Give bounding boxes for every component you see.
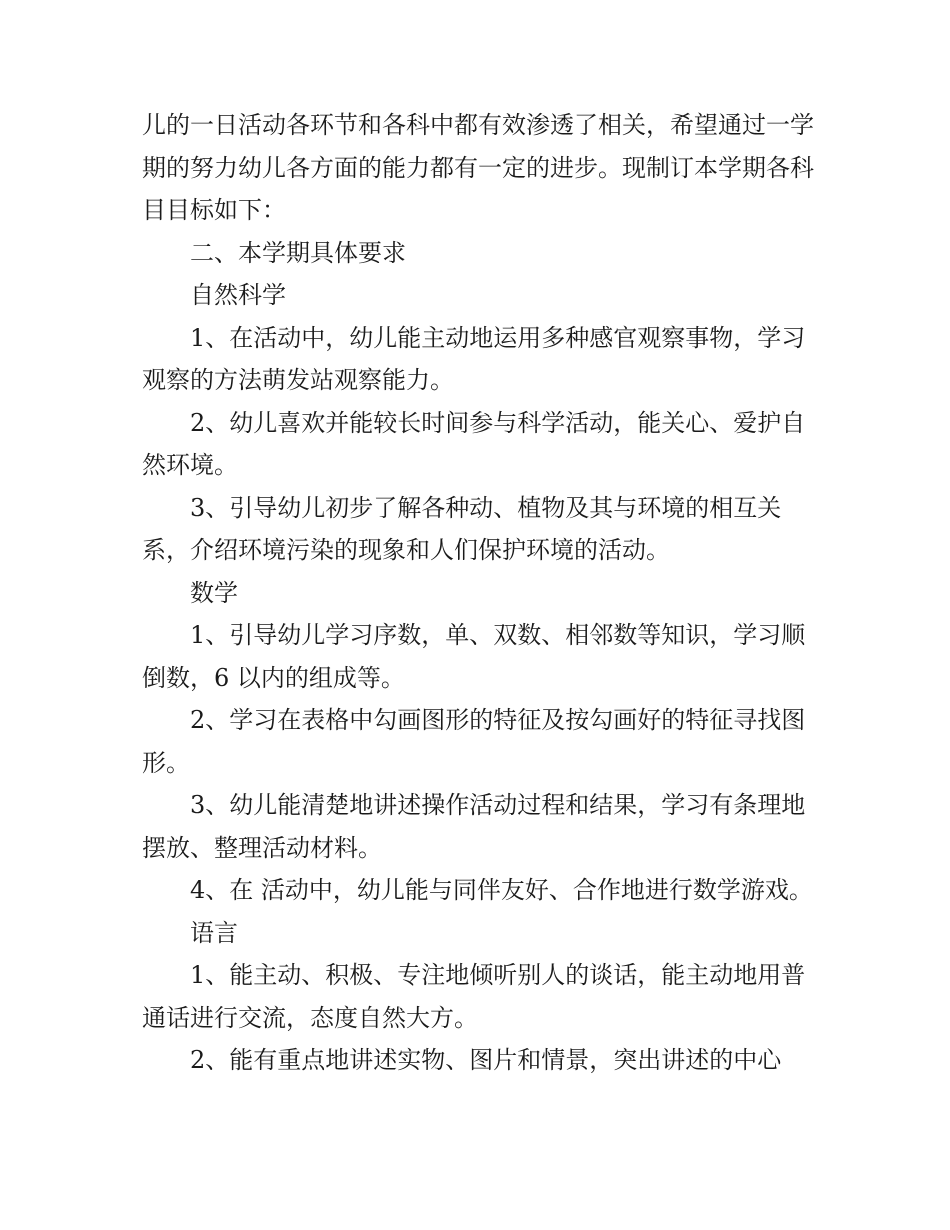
subject-heading-math: 数学 <box>190 578 238 607</box>
math-item-3: 3、幼儿能清楚地讲述操作活动过程和结果，学习有条理地摆放、整理活动材料。 <box>142 791 806 862</box>
math-item-4: 4、在 活动中，幼儿能与同伴友好、合作地进行数学游戏。 <box>190 876 813 904</box>
math-item-2: 2、学习在表格中勾画图形的特征及按勾画好的特征寻找图形。 <box>142 706 806 777</box>
subject-heading-science: 自然科学 <box>190 281 286 309</box>
science-item-1: 1、在活动中，幼儿能主动地运用多种感官观察事物，学习观察的方法萌发站观察能力。 <box>142 323 806 394</box>
subject-heading-language: 语言 <box>190 918 238 947</box>
document-body <box>142 104 814 1082</box>
science-item-3: 3、引导幼儿初步了解各种动、植物及其与环境的相互关系，介绍环境污染的现象和人们保护环境的活动。 <box>142 493 782 564</box>
paragraph-intro: 儿的一日活动各环节和各科中都有效渗透了相关，希望通过一学期的努力幼儿各方面的能力都有一定的进步。现制订本学期各科目目标如下： <box>142 111 814 224</box>
science-item-2: 2、幼儿喜欢并能较长时间参与科学活动，能关心、爱护自然环境。 <box>142 408 806 479</box>
language-item-1: 1、能主动、积极、专注地倾听别人的谈话，能主动地用普通话进行交流，态度自然大方。 <box>142 961 806 1032</box>
language-item-2: 2、能有重点地讲述实物、图片和情景，突出讲述的中心 <box>190 1046 782 1074</box>
math-item-1: 1、引导幼儿学习序数，单、双数、相邻数等知识，学习顺倒数，6 以内的组成等。 <box>142 621 806 692</box>
section-heading-requirements: 二、本学期具体要求 <box>190 238 406 267</box>
